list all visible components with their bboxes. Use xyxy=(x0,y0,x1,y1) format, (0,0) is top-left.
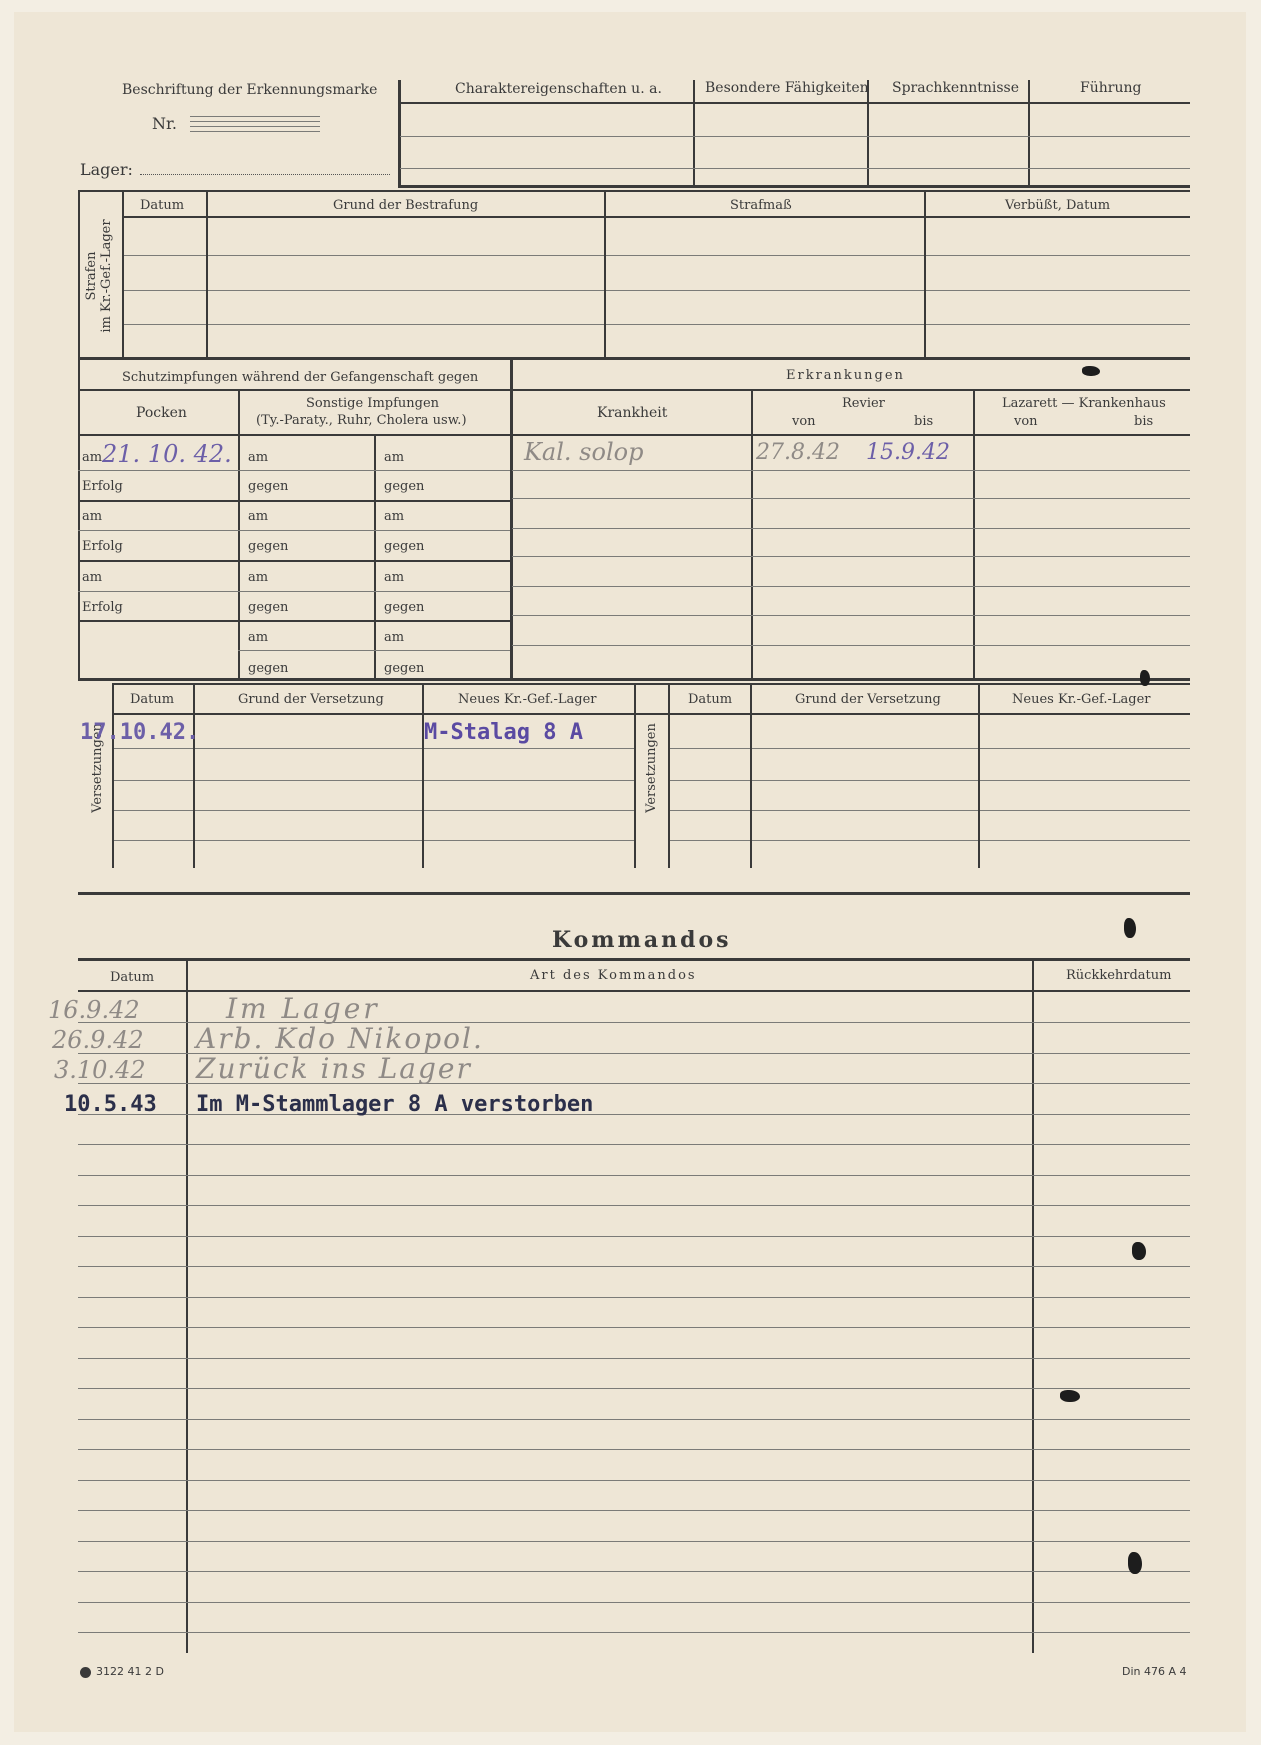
kommandos-col-datum: Datum xyxy=(110,970,155,985)
strafen-col-datum: Datum xyxy=(140,198,185,213)
lager-label: Lager: xyxy=(80,160,133,179)
kommandos-title: Kommandos xyxy=(552,927,732,953)
revier-von-entry: 27.8.42 xyxy=(756,440,840,465)
nr-label: Nr. xyxy=(152,114,177,133)
pocken-date-entry: 21. 10. 42. xyxy=(102,440,232,468)
kommandos-rule xyxy=(78,1327,1190,1328)
kommandos-rule xyxy=(78,1205,1190,1206)
kommandos-rule xyxy=(78,1419,1190,1420)
kommando-row-3-date: 10.5.43 xyxy=(64,1092,157,1117)
kommandos-rule xyxy=(78,1144,1190,1145)
kommando-row-1-date: 26.9.42 xyxy=(52,1026,144,1054)
kommandos-rule xyxy=(78,1602,1190,1603)
col-fuehrung: Führung xyxy=(1080,80,1142,96)
sonstige-label: Sonstige Impfungen xyxy=(306,396,440,411)
kommandos-rule xyxy=(78,1541,1190,1542)
kommando-row-0-date: 16.9.42 xyxy=(48,996,140,1024)
printer-mark-icon xyxy=(80,1667,91,1678)
strafen-side-label: Strafen im Kr.-Gef.-Lager xyxy=(84,219,114,333)
kommandos-rule xyxy=(78,1632,1190,1633)
kommandos-rule xyxy=(78,1236,1190,1237)
strafen-col-verbuesst: Verbüßt, Datum xyxy=(1005,198,1111,213)
tag-label: Beschriftung der Erkennungsmarke xyxy=(122,82,378,98)
kommandos-rule xyxy=(78,1449,1190,1450)
lager-field[interactable] xyxy=(140,174,390,175)
kommandos-rule xyxy=(78,1480,1190,1481)
sonstige-sublabel: (Ty.-Paraty., Ruhr, Cholera usw.) xyxy=(256,413,467,428)
kommando-row-2-date: 3.10.42 xyxy=(54,1056,146,1084)
footer-right-code: Din 476 A 4 xyxy=(1122,1665,1187,1678)
form-sheet xyxy=(14,12,1246,1732)
kommandos-rule xyxy=(78,1571,1190,1572)
revier-bis-entry: 15.9.42 xyxy=(866,440,950,465)
kommando-row-3-text: Im M-Stammlager 8 A verstorben xyxy=(196,1092,594,1117)
versetzung-lager-stamp: M-Stalag 8 A xyxy=(424,720,583,745)
footer-left-code: 3122 41 2 D xyxy=(96,1665,164,1678)
kommando-row-2-text: Zurück ins Lager xyxy=(196,1052,472,1085)
versetzung-date-entry: 17.10.42. xyxy=(80,720,200,745)
kommandos-rule xyxy=(78,1510,1190,1511)
col-charakter: Charaktereigenschaften u. a. xyxy=(455,81,662,97)
versetzungen-side-label-right: Versetzungen xyxy=(644,723,659,813)
kommando-row-1-text: Arb. Kdo Nikopol. xyxy=(196,1022,484,1055)
kommando-row-0-text: Im Lager xyxy=(226,992,380,1025)
kommandos-rule xyxy=(78,1297,1190,1298)
strafen-col-strafmass: Strafmaß xyxy=(730,198,792,213)
col-sprachen: Sprachkenntnisse xyxy=(892,80,1020,96)
kommandos-col-art: Art des Kommandos xyxy=(530,968,697,983)
impfungen-title: Schutzimpfungen während der Gefangenschaft gegen xyxy=(122,370,479,385)
kommandos-rule xyxy=(78,1266,1190,1267)
krankheit-entry: Kal. solop xyxy=(524,438,644,466)
col-faehigkeiten: Besondere Fähigkeiten xyxy=(705,80,869,96)
erkrankungen-title: Erkrankungen xyxy=(786,368,905,383)
revier-label: Revier xyxy=(842,396,885,411)
kommandos-rule xyxy=(78,1388,1190,1389)
krankheit-label: Krankheit xyxy=(597,405,668,421)
kommandos-rule xyxy=(78,1175,1190,1176)
nr-field[interactable] xyxy=(190,116,320,117)
kommandos-col-rueckkehr: Rückkehrdatum xyxy=(1066,968,1172,983)
versetzungen-side-label-left: Versetzungen xyxy=(90,723,105,813)
lazarett-label: Lazarett — Krankenhaus xyxy=(1002,396,1166,411)
pocken-label: Pocken xyxy=(136,405,187,421)
strafen-col-grund: Grund der Bestrafung xyxy=(333,198,479,213)
kommandos-rule xyxy=(78,1358,1190,1359)
